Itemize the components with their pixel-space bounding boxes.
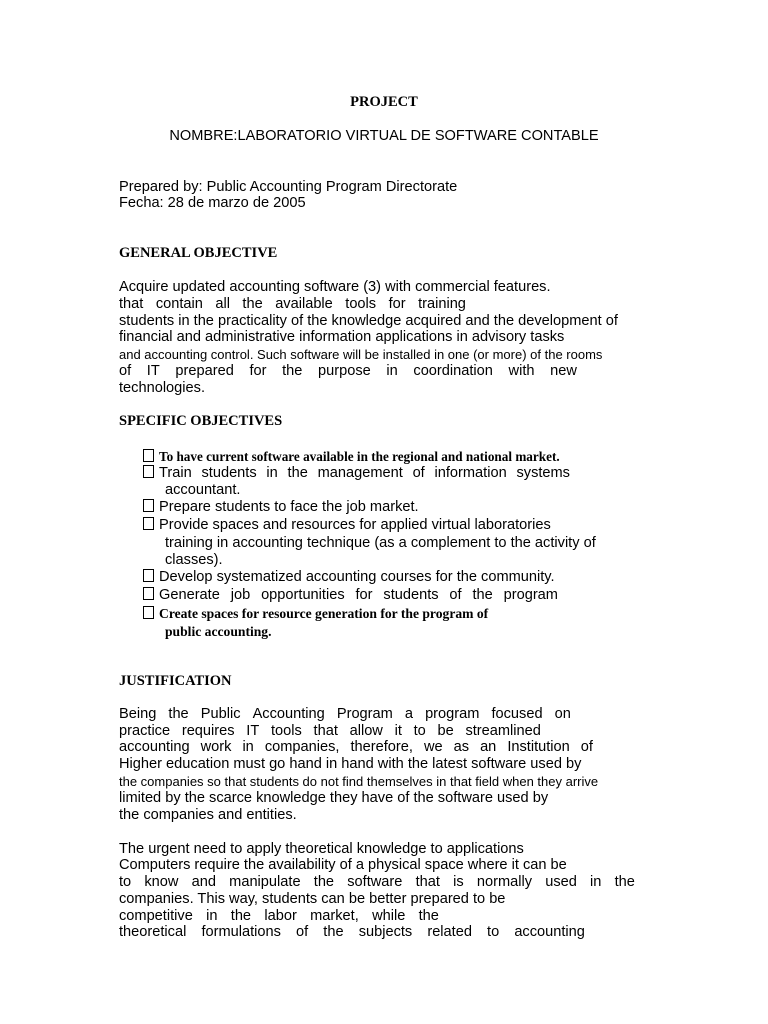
general-objective-line: students in the practicality of the knowledge acquired and the development of xyxy=(119,313,618,329)
objective-item: Develop systematized accounting courses for the community. xyxy=(143,569,555,586)
word: management xyxy=(317,465,403,481)
objective-item-continuation: public accounting. xyxy=(165,624,272,639)
general-objective-line: Acquire updated accounting software (3) with commercial features. xyxy=(119,279,551,295)
word: information xyxy=(434,465,507,481)
word: IT xyxy=(246,723,260,739)
word: the xyxy=(287,465,308,481)
word: tools xyxy=(345,296,377,312)
word: of xyxy=(119,363,132,379)
word: subjects xyxy=(358,924,413,940)
word: Public xyxy=(200,706,241,722)
word: requires xyxy=(181,723,235,739)
checkbox-icon xyxy=(143,606,154,619)
checkbox-icon xyxy=(143,449,154,462)
word: and xyxy=(191,874,216,890)
word: the xyxy=(614,874,635,890)
word: therefore, xyxy=(350,739,413,755)
word: the xyxy=(230,908,252,924)
prepared-by: Prepared by: Public Accounting Program Directorate xyxy=(119,179,458,195)
word: in xyxy=(206,908,218,924)
word: IT xyxy=(146,363,160,379)
word: prepared xyxy=(175,363,234,379)
word: formulations xyxy=(201,924,281,940)
word: accounting xyxy=(119,739,190,755)
word: competitive xyxy=(119,908,193,924)
word: it xyxy=(394,723,402,739)
general-objective-line xyxy=(119,296,466,313)
word: in xyxy=(266,465,278,481)
word: labor xyxy=(264,908,297,924)
word: streamlined xyxy=(465,723,541,739)
general-objective-line: and accounting control. Such software will be installed in one (or more) of the rooms xyxy=(119,347,603,362)
word: that xyxy=(119,296,144,312)
word: job xyxy=(230,587,251,603)
word: the xyxy=(313,874,335,890)
word: accounting xyxy=(514,924,585,940)
specific-objectives-heading: SPECIFIC OBJECTIVES xyxy=(119,413,283,429)
word: allow xyxy=(349,723,383,739)
justification-line xyxy=(119,706,571,723)
word: Program xyxy=(336,706,393,722)
word: Accounting xyxy=(252,706,325,722)
word: of xyxy=(580,739,593,755)
word: theoretical xyxy=(119,924,187,940)
word: coordination xyxy=(413,363,493,379)
word: that xyxy=(313,723,338,739)
justification-line: limited by the scarce knowledge they have of the software used by xyxy=(119,790,549,806)
word: Train xyxy=(159,465,192,481)
justification-line: Computers require the availability of a physical space where it can be xyxy=(119,857,567,873)
objective-item: To have current software available in the regional and national market. xyxy=(143,448,560,465)
word: of xyxy=(296,924,309,940)
checkbox-icon xyxy=(143,465,154,478)
word: manipulate xyxy=(229,874,301,890)
objective-item: Prepare students to face the job market. xyxy=(143,499,419,516)
objective-item xyxy=(143,465,570,482)
justification-line xyxy=(119,908,439,925)
word: in xyxy=(386,363,398,379)
word: of xyxy=(412,465,425,481)
word: know xyxy=(144,874,179,890)
word: tools xyxy=(270,723,302,739)
word: that xyxy=(415,874,440,890)
justification-heading: JUSTIFICATION xyxy=(119,673,232,689)
word: to xyxy=(119,874,132,890)
general-objective-line: financial and administrative information applications in advisory tasks xyxy=(119,329,565,345)
word: training xyxy=(418,296,466,312)
checkbox-icon xyxy=(143,569,154,582)
checkbox-icon xyxy=(143,587,154,600)
justification-line xyxy=(119,874,635,891)
word: for xyxy=(355,587,373,603)
word: for xyxy=(249,363,267,379)
objective-item-continuation: accountant. xyxy=(165,482,241,498)
word: Generate xyxy=(159,587,220,603)
word: opportunities xyxy=(261,587,345,603)
objective-item-continuation: classes). xyxy=(165,552,223,568)
justification-line: The urgent need to apply theoretical knowledge to applications xyxy=(119,841,524,857)
word: all xyxy=(215,296,230,312)
word: in xyxy=(242,739,254,755)
word: on xyxy=(554,706,571,722)
justification-line xyxy=(119,723,541,740)
justification-line: the companies and entities. xyxy=(119,807,297,823)
word: related xyxy=(427,924,472,940)
general-objective-line: technologies. xyxy=(119,380,206,396)
word: students xyxy=(201,465,257,481)
justification-line xyxy=(119,739,593,756)
word: a xyxy=(404,706,413,722)
word: with xyxy=(508,363,535,379)
word: an xyxy=(480,739,497,755)
word: Being xyxy=(119,706,157,722)
word: normally xyxy=(476,874,533,890)
word: work xyxy=(200,739,232,755)
word: program xyxy=(425,706,480,722)
checkbox-icon xyxy=(143,499,154,512)
word: purpose xyxy=(318,363,371,379)
word: for xyxy=(388,296,406,312)
word: Institution xyxy=(507,739,570,755)
word: the xyxy=(168,706,189,722)
word: systems xyxy=(516,465,570,481)
word: contain xyxy=(155,296,203,312)
objective-item-continuation: training in accounting technique (as a complement to the activity of xyxy=(165,535,596,551)
word: be xyxy=(437,723,454,739)
justification-line xyxy=(119,924,585,941)
objective-item xyxy=(143,587,558,604)
word: new xyxy=(550,363,577,379)
word: used xyxy=(545,874,577,890)
word: we xyxy=(423,739,443,755)
word: practice xyxy=(119,723,171,739)
checkbox-icon xyxy=(143,517,154,530)
general-objective-heading: GENERAL OBJECTIVE xyxy=(119,245,278,261)
word: is xyxy=(453,874,464,890)
project-name: NOMBRE:LABORATORIO VIRTUAL DE SOFTWARE CONTABLE xyxy=(169,128,599,144)
document-date: Fecha: 28 de marzo de 2005 xyxy=(119,195,306,211)
objective-item: Create spaces for resource generation for the program of xyxy=(143,605,488,622)
justification-line: the companies so that students do not find themselves in that field when they arrive xyxy=(119,774,599,789)
word: the xyxy=(323,924,344,940)
word: available xyxy=(275,296,333,312)
justification-line: Higher education must go hand in hand with the latest software used by xyxy=(119,756,582,772)
word: while xyxy=(372,908,406,924)
word: as xyxy=(453,739,470,755)
word: the xyxy=(242,296,263,312)
justification-line: companies. This way, students can be better prepared to be xyxy=(119,891,506,907)
word: software xyxy=(347,874,403,890)
word: to xyxy=(487,924,500,940)
word: program xyxy=(503,587,558,603)
word: students xyxy=(383,587,439,603)
word: the xyxy=(472,587,493,603)
word: market, xyxy=(310,908,359,924)
word: companies, xyxy=(264,739,340,755)
word: focused xyxy=(491,706,543,722)
word: to xyxy=(413,723,426,739)
word: in xyxy=(590,874,602,890)
general-objective-line xyxy=(119,363,577,380)
objective-item: Provide spaces and resources for applied virtual laboratories xyxy=(143,517,551,534)
project-title: PROJECT xyxy=(350,94,418,110)
word: the xyxy=(282,363,303,379)
word: of xyxy=(449,587,462,603)
word: the xyxy=(418,908,439,924)
